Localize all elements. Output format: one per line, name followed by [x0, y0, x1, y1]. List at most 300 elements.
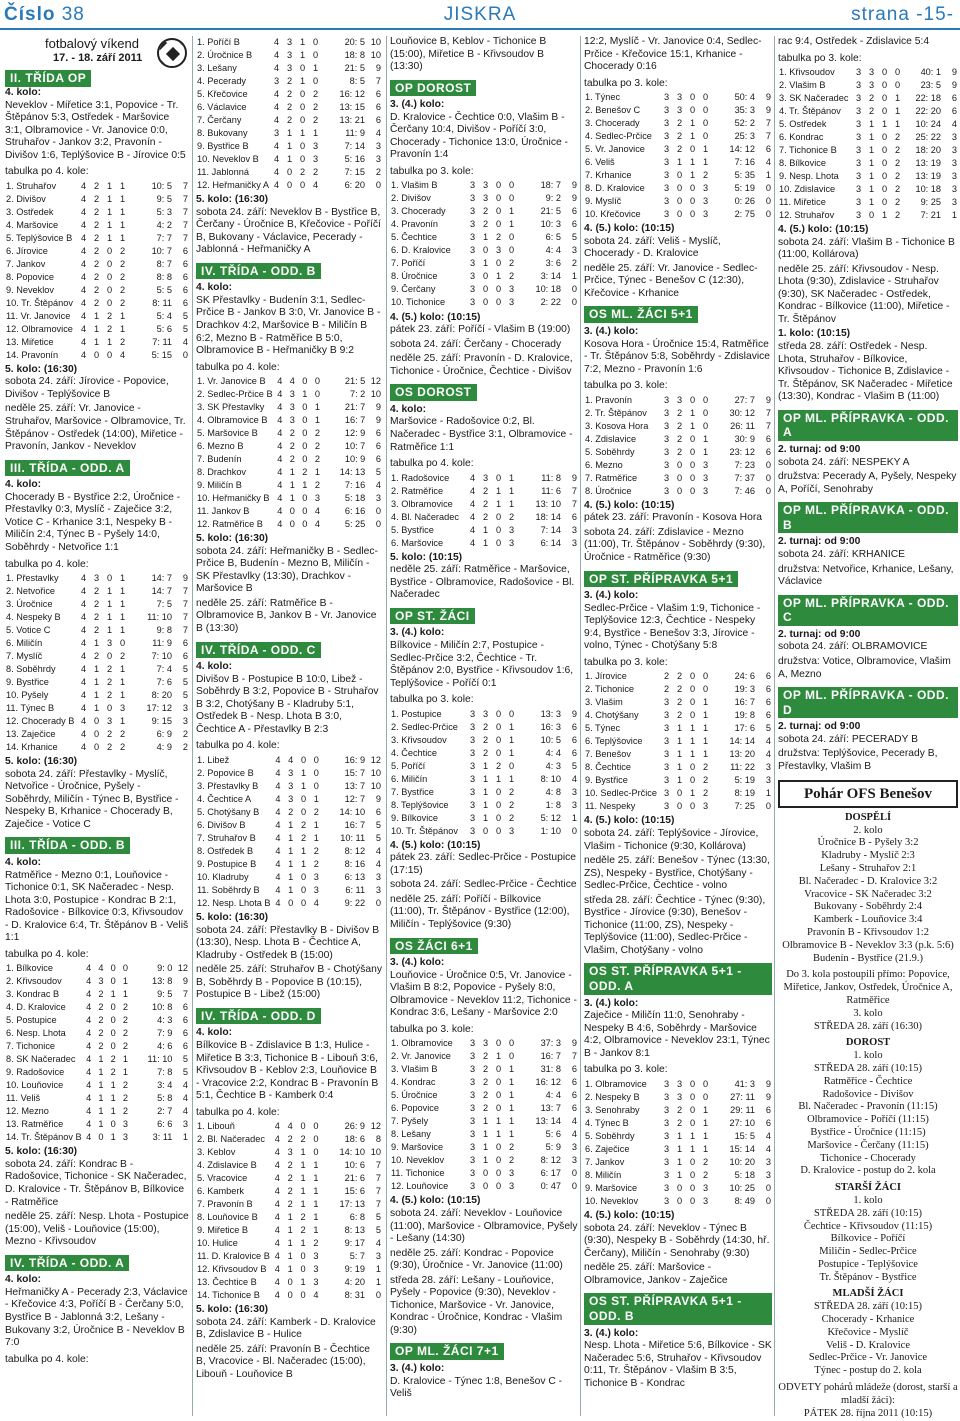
- points-cell: 1: [951, 209, 957, 220]
- round-label: 4. (5.) kolo: (10:15): [390, 1195, 481, 1207]
- stat-cell: 1: [98, 1054, 104, 1065]
- table-row: [390, 511, 578, 524]
- round-label: 4. kolo:: [196, 282, 233, 294]
- points-cell: 7: [571, 485, 577, 496]
- team-name: 7. Benešov: [585, 749, 631, 760]
- stat-cell: 0: [93, 349, 100, 360]
- table-row: [196, 440, 382, 453]
- list-item: Olbramovice - Poříčí (11:15): [807, 1114, 929, 1126]
- stat-cell: 4: [274, 1277, 280, 1288]
- stat-cell: 2: [98, 1002, 104, 1013]
- stat-cell: 2: [300, 1212, 306, 1223]
- points-cell: 6: [765, 446, 771, 457]
- points-cell: 3: [765, 1156, 771, 1167]
- fixtures-text: neděle 25. září: Ratměřice - Maršovice, Bystřice - Olbramovice, Radošovice - Bl. Načeradec: [390, 564, 575, 601]
- score-cell: 26: 11: [730, 420, 755, 431]
- team-name: 4. D. Kralovice: [6, 1002, 66, 1013]
- score-cell: 19: 3: [734, 684, 755, 695]
- score-cell: 11: 10: [147, 1054, 173, 1065]
- stat-cell: 0: [288, 897, 294, 908]
- table-row: [584, 446, 772, 459]
- score-cell: 14: 12: [729, 144, 755, 155]
- list-item: Ratměřice - Čechtice: [823, 1075, 913, 1087]
- stat-cell: 2: [676, 144, 683, 155]
- team-name: 9. Čerčany: [391, 284, 436, 295]
- table-row: [196, 1276, 382, 1289]
- stat-cell: 0: [881, 170, 888, 181]
- table-row: [390, 524, 578, 537]
- score-cell: 9: 5: [157, 989, 173, 1000]
- table-row: [390, 708, 578, 721]
- stat-cell: 3: [663, 1143, 670, 1154]
- stat-cell: 4: [277, 454, 283, 465]
- results-text: Zaječice - Miličín 11:0, Senohraby - Nespeky B 4:6, Soběhrdy - Maršovice 4:2, Olbramovice - Neveklov 23:1, Týnec B - Jankov 8:1: [584, 1010, 770, 1059]
- stat-cell: 3: [469, 812, 476, 823]
- team-name: 4. Týnec B: [585, 1117, 629, 1128]
- stat-cell: 4: [86, 1132, 92, 1143]
- points-cell: 2: [182, 742, 188, 752]
- table-row: [390, 1037, 578, 1050]
- stat-cell: 4: [273, 101, 280, 112]
- stat-cell: 2: [106, 310, 113, 321]
- stat-cell: 1: [702, 1143, 709, 1154]
- stat-cell: 3: [313, 884, 319, 895]
- stat-cell: 3: [663, 1078, 670, 1089]
- stat-cell: 0: [689, 1104, 696, 1115]
- stat-cell: 1: [676, 736, 683, 747]
- stat-cell: 0: [689, 710, 696, 721]
- list-item: Postupice - Teplýšovice: [818, 1258, 918, 1270]
- stat-cell: 1: [702, 446, 709, 457]
- stat-cell: 0: [676, 485, 683, 496]
- stat-cell: 0: [689, 183, 696, 194]
- points-cell: 12: [177, 963, 188, 974]
- stat-cell: 0: [689, 801, 696, 812]
- fixtures-text: sobota 24. září: NESPEKY A: [778, 456, 910, 468]
- stat-cell: 3: [469, 1103, 476, 1114]
- stat-cell: 1: [702, 736, 709, 747]
- stat-cell: 4: [273, 62, 280, 73]
- score-cell: 5: 19: [734, 775, 755, 786]
- stat-cell: 4: [277, 402, 283, 413]
- team-name: 3. Vlašim B: [391, 1064, 438, 1075]
- stat-cell: 1: [689, 1130, 696, 1141]
- stat-cell: 0: [482, 825, 489, 836]
- cup-list: [778, 1314, 958, 1378]
- cup-date: STŘEDA 28. září (10:15): [814, 1062, 922, 1074]
- team-name: 5. Ostředek: [779, 118, 827, 129]
- stat-cell: 4: [277, 428, 283, 439]
- stat-cell: 2: [894, 209, 901, 220]
- score-cell: 27: 7: [734, 394, 755, 405]
- team-name: 7. Budenín: [197, 454, 242, 465]
- points-cell: 6: [375, 454, 381, 465]
- round-label: 3. (4.) kolo:: [390, 1363, 445, 1375]
- table-row: [778, 66, 958, 79]
- team-name: 14. Tichonice B: [197, 1290, 260, 1301]
- stat-cell: 1: [302, 480, 308, 491]
- team-name: 2. Nespeky B: [585, 1091, 640, 1102]
- stat-cell: 1: [868, 118, 875, 129]
- team-name: 7. Myslíč: [6, 651, 43, 661]
- stat-cell: 3: [663, 394, 670, 405]
- team-name: 1. Radošovice: [391, 472, 450, 483]
- score-cell: 5: 15: [151, 349, 172, 360]
- list-item: Radošovice - Divišov: [822, 1088, 914, 1100]
- stat-cell: 0: [495, 812, 502, 823]
- table-row: [196, 1146, 382, 1159]
- stat-cell: 0: [287, 1290, 293, 1301]
- results-text: Sedlec-Prčice - Vlašim 1:9, Tichonice - Teplýšovice 12:3, Čechtice - Nespeky 9:4, Bystřice - Benešov 3:3, Jírovice - volno, Týnec - Chotýšany 5:8: [584, 602, 761, 652]
- stat-cell: 2: [482, 1090, 489, 1101]
- fixtures-text: sobota 24. září: Přestavlky - Myslíč, Netvořice - Úročnice, Pyšely - Soběhrdy, Miličín - Týnec B, Bystřice - Nespeky B, Krhanice - Chocerady B, Zaječice - Votice C: [5, 768, 179, 830]
- stat-cell: 4: [274, 1121, 280, 1132]
- points-cell: 3: [375, 871, 381, 882]
- score-cell: 9: 17: [344, 1238, 366, 1249]
- stat-cell: 3: [702, 801, 709, 812]
- stat-cell: 1: [300, 1238, 306, 1249]
- stat-cell: 3: [469, 232, 476, 243]
- stat-cell: 3: [676, 1091, 683, 1102]
- stat-cell: 3: [508, 825, 515, 836]
- stat-cell: 3: [663, 1195, 670, 1206]
- stat-cell: 3: [106, 638, 113, 648]
- points-cell: 6: [182, 271, 188, 282]
- stat-cell: 1: [508, 485, 515, 496]
- stat-cell: 2: [663, 684, 670, 695]
- stat-cell: 4: [277, 506, 283, 517]
- table-row: [196, 505, 382, 518]
- stat-cell: 3: [122, 1119, 129, 1130]
- table-row: [584, 696, 772, 709]
- stat-cell: 3: [469, 219, 476, 230]
- stat-cell: 1: [313, 793, 319, 804]
- score-cell: 7: 4: [156, 664, 172, 674]
- team-name: 8. Popovice: [6, 271, 55, 282]
- points-cell: 7: [765, 407, 771, 418]
- fixtures-text: neděle 25. září: Pravonín - D. Kralovice, Tichonice - Úročnice, Čechtice - Divišov: [390, 353, 573, 377]
- round-label: 4. (5.) kolo: (10:15): [390, 311, 481, 323]
- team-name: 6. Teplýšovice: [585, 736, 643, 747]
- stat-cell: 2: [93, 206, 100, 217]
- table-row: [390, 1167, 578, 1180]
- stat-cell: 4: [80, 232, 87, 243]
- stat-cell: 1: [119, 625, 126, 635]
- stat-cell: 2: [98, 1041, 104, 1052]
- team-name: 3. Chocerady: [391, 206, 446, 217]
- stat-cell: 3: [855, 183, 862, 194]
- points-cell: 1: [765, 788, 771, 799]
- stat-cell: 0: [676, 209, 683, 220]
- stat-cell: 0: [302, 376, 308, 387]
- table-row: [584, 169, 772, 182]
- table-row: [778, 170, 958, 183]
- team-name: 3. Křivsoudov: [391, 734, 447, 745]
- stat-cell: 0: [106, 245, 113, 256]
- points-cell: 0: [375, 506, 381, 517]
- points-cell: 6: [182, 638, 188, 648]
- stat-cell: 2: [312, 166, 319, 177]
- stat-cell: 1: [482, 1155, 489, 1166]
- stat-cell: 2: [314, 480, 320, 491]
- stat-cell: 3: [663, 485, 670, 496]
- table-row: [5, 650, 189, 663]
- stat-cell: 2: [286, 75, 293, 86]
- points-cell: 3: [571, 1155, 577, 1166]
- stat-cell: 1: [288, 858, 294, 869]
- stat-cell: 0: [689, 1078, 696, 1089]
- stat-cell: 0: [508, 180, 515, 191]
- stat-cell: 3: [469, 773, 476, 784]
- stat-cell: 2: [119, 742, 126, 752]
- table-row: [584, 722, 772, 735]
- stat-cell: 0: [313, 780, 319, 791]
- stat-cell: 4: [314, 519, 320, 530]
- stat-cell: 1: [119, 323, 126, 334]
- team-name: 7. Čerčany: [197, 114, 242, 125]
- score-cell: 13: 20: [729, 749, 755, 760]
- score-cell: 8: 8: [156, 271, 172, 282]
- score-cell: 2: 75: [734, 209, 755, 220]
- stat-cell: 1: [106, 336, 113, 347]
- points-cell: 3: [375, 884, 381, 895]
- score-cell: 17: 6: [734, 723, 755, 734]
- points-cell: 4: [765, 1130, 771, 1141]
- points-cell: 6: [571, 1103, 577, 1114]
- round-label: 4. (5.) kolo: (10:15): [584, 499, 675, 511]
- list-item: Bystřice - Úročnice (11:15): [810, 1126, 926, 1138]
- points-cell: 4: [182, 1093, 188, 1104]
- stat-cell: 0: [881, 157, 888, 168]
- team-name: 6. Jírovice: [6, 245, 48, 256]
- round-label: 4. (5.) kolo: (10:15): [778, 224, 869, 236]
- score-cell: 5: 5: [156, 284, 172, 295]
- stat-cell: 2: [287, 1160, 293, 1171]
- score-cell: 8: 12: [540, 1155, 561, 1166]
- stat-cell: 0: [495, 1077, 502, 1088]
- points-cell: 7: [375, 1186, 381, 1197]
- table-row: [584, 130, 772, 143]
- stat-cell: 1: [288, 832, 294, 843]
- stat-cell: 3: [469, 734, 476, 745]
- stat-cell: 0: [300, 871, 307, 882]
- stat-cell: 1: [508, 1077, 515, 1088]
- stat-cell: 3: [663, 92, 670, 103]
- stat-cell: 2: [312, 114, 319, 125]
- team-name: 10. Louňovice: [6, 1080, 64, 1091]
- stat-cell: 1: [676, 157, 683, 168]
- stat-cell: 4: [80, 638, 87, 648]
- teams-text: družstva: Netvořice, Krhanice, Lešany, Václavice: [778, 563, 954, 588]
- points-cell: 4: [182, 1080, 188, 1091]
- stat-cell: 1: [300, 1186, 306, 1197]
- stat-cell: 1: [300, 780, 307, 791]
- stat-cell: 0: [702, 420, 709, 431]
- stat-cell: 2: [508, 1142, 515, 1153]
- stat-cell: 4: [277, 415, 283, 426]
- weekend-logo: [5, 36, 189, 86]
- team-name: 11. Nespeky: [585, 801, 636, 812]
- score-cell: 15: 6: [344, 1186, 366, 1197]
- stat-cell: 1: [110, 1106, 116, 1117]
- stat-cell: 3: [469, 1038, 476, 1049]
- table-row: [584, 459, 772, 472]
- score-cell: 23: 5: [920, 79, 941, 90]
- score-cell: 4: 8: [545, 786, 561, 797]
- score-cell: 12: 9: [344, 428, 366, 439]
- stat-cell: 1: [508, 206, 515, 217]
- table-row: [584, 1169, 772, 1182]
- stat-cell: 2: [313, 858, 319, 869]
- stat-cell: 1: [299, 75, 306, 86]
- stat-cell: 1: [93, 690, 100, 700]
- column-divider: [192, 36, 193, 1416]
- points-cell: 10: [370, 767, 381, 778]
- points-cell: 7: [182, 599, 188, 609]
- team-name: 6. Mezno B: [197, 441, 244, 452]
- table-row: [390, 812, 578, 825]
- stat-cell: 1: [676, 1169, 683, 1180]
- stat-cell: 0: [508, 760, 515, 771]
- stat-cell: 0: [894, 66, 901, 77]
- score-cell: 16: 9: [344, 754, 366, 765]
- score-cell: 3: 6: [545, 258, 561, 269]
- score-cell: 8: 5: [349, 75, 365, 86]
- team-name: 7. Krhanice: [585, 170, 632, 181]
- stat-cell: 2: [288, 806, 294, 817]
- stat-cell: 0: [299, 140, 306, 151]
- stat-cell: 2: [482, 219, 489, 230]
- table-row: [196, 140, 382, 153]
- stat-cell: 0: [689, 92, 696, 103]
- stat-cell: 2: [312, 101, 319, 112]
- stat-cell: 1: [702, 749, 709, 760]
- stat-cell: 3: [663, 1169, 670, 1180]
- stat-cell: 4: [80, 716, 87, 726]
- results-text: Bílkovice B - Zdislavice B 1:3, Hulice - Miřetice B 3:3, Tichonice B - Libouň 3:6, Křivsoudov B - Keblov 2:3, Louňovice B - Vracovice 2:2, Kondrac B - Pravonín B 5:1, Čechtice B - Kamberk 0:4: [196, 1040, 379, 1102]
- stat-cell: 2: [314, 441, 320, 452]
- team-name: 14. Krhanice: [6, 742, 58, 752]
- stat-cell: 1: [288, 871, 294, 882]
- stat-cell: 3: [508, 524, 515, 535]
- stat-cell: 2: [300, 1225, 306, 1236]
- stat-cell: 3: [663, 801, 670, 812]
- stat-cell: 0: [702, 105, 709, 116]
- score-cell: 10: 5: [151, 180, 172, 191]
- stat-cell: 2: [508, 799, 515, 810]
- stat-cell: 1: [881, 118, 888, 129]
- section-heading: OP ML. PŘÍPRAVKA - ODD. C: [778, 595, 958, 626]
- table-row: [196, 492, 382, 505]
- stat-cell: 2: [482, 1103, 489, 1114]
- table-label: tabulka po 4. kole:: [5, 558, 89, 570]
- team-name: 10. Neveklov: [585, 1195, 639, 1206]
- team-name: 4. Kondrac: [391, 1077, 436, 1088]
- stat-cell: 3: [868, 66, 875, 77]
- table-row: [390, 219, 578, 232]
- stat-cell: 4: [80, 284, 87, 295]
- stat-cell: 3: [855, 79, 862, 90]
- stat-cell: 1: [689, 736, 696, 747]
- team-name: 6. Zaječice: [585, 1143, 630, 1154]
- table-row: [5, 975, 189, 988]
- section-heading: OP ST. PŘÍPRAVKA 5+1: [584, 571, 738, 588]
- stat-cell: 1: [119, 716, 126, 726]
- points-cell: 0: [571, 297, 577, 308]
- team-name: 9. Neveklov: [6, 284, 55, 295]
- stat-cell: 0: [106, 349, 113, 360]
- points-cell: 3: [375, 493, 381, 504]
- team-name: 1. Jírovice: [585, 671, 627, 682]
- stat-cell: 4: [80, 336, 87, 347]
- table-row: [196, 114, 382, 127]
- points-cell: 6: [951, 92, 957, 103]
- stat-cell: 0: [313, 1121, 319, 1132]
- round-label: 4. kolo:: [196, 661, 233, 673]
- results-text: SK Přestavlky - Budenín 3:1, Sedlec-Prčice B - Jankov B 3:0, Vr. Janovice B - Drachkov 4:2, Maršovice B - Miličín B 6:2, Mezno B - Ratměřice B 5:0, Olbramovice B - Heřmaničky B 9:2: [196, 294, 381, 357]
- list-item: Pravonín B - Křivsoudov 1:2: [807, 926, 929, 938]
- score-cell: 13: 19: [915, 170, 941, 181]
- stat-cell: 1: [93, 664, 100, 674]
- score-cell: 10: 6: [344, 1160, 366, 1171]
- points-cell: 0: [765, 459, 771, 470]
- stat-cell: 1: [689, 131, 696, 142]
- team-name: 7. Tichonice: [6, 1041, 56, 1052]
- results-text: Maršovice - Radošovice 0:2, Bl. Načeradec - Bystřice 3:1, Olbramovice - Ratměřice 1:1: [390, 416, 573, 453]
- cup-list: [778, 1221, 958, 1285]
- stat-cell: 2: [676, 407, 683, 418]
- table-row: [390, 537, 578, 550]
- stat-cell: 0: [495, 193, 502, 204]
- team-name: 8. Bukovany: [197, 127, 248, 138]
- table-row: [5, 219, 189, 232]
- score-cell: 15: 14: [729, 1143, 755, 1154]
- stat-cell: 4: [86, 1106, 92, 1117]
- stat-cell: 1: [288, 884, 294, 895]
- stat-cell: 3: [313, 871, 319, 882]
- score-cell: 10: 18: [915, 183, 941, 194]
- stat-cell: 3: [482, 472, 489, 483]
- points-cell: 7: [182, 586, 188, 596]
- stat-cell: 1: [689, 407, 696, 418]
- stat-cell: 0: [495, 747, 502, 758]
- table-row: [778, 131, 958, 144]
- table-row: [584, 670, 772, 683]
- stat-cell: 0: [286, 179, 293, 190]
- table-row: [196, 806, 382, 819]
- stat-cell: 1: [106, 180, 113, 191]
- stat-cell: 2: [508, 258, 515, 269]
- stat-cell: 3: [286, 62, 293, 73]
- stat-cell: 3: [288, 780, 294, 791]
- stat-cell: 0: [881, 131, 888, 142]
- round-label: 4. kolo:: [196, 1027, 233, 1039]
- team-name: 14. Tr. Štěpánov B: [6, 1132, 82, 1143]
- stat-cell: 0: [689, 697, 696, 708]
- stat-cell: 3: [469, 297, 476, 308]
- table-row: [5, 1027, 189, 1040]
- table-row: [196, 1159, 382, 1172]
- table-row: [584, 433, 772, 446]
- stat-cell: 3: [312, 140, 319, 151]
- stat-cell: 1: [122, 1054, 129, 1065]
- table-label: tabulka po 4. kole:: [196, 1106, 280, 1118]
- table-row: [196, 1172, 382, 1185]
- stat-cell: 1: [313, 1186, 319, 1197]
- team-name: 2. Sedlec-Prčice: [391, 721, 458, 732]
- team-name: 8. Teplýšovice: [391, 799, 449, 810]
- stat-cell: 4: [277, 389, 283, 400]
